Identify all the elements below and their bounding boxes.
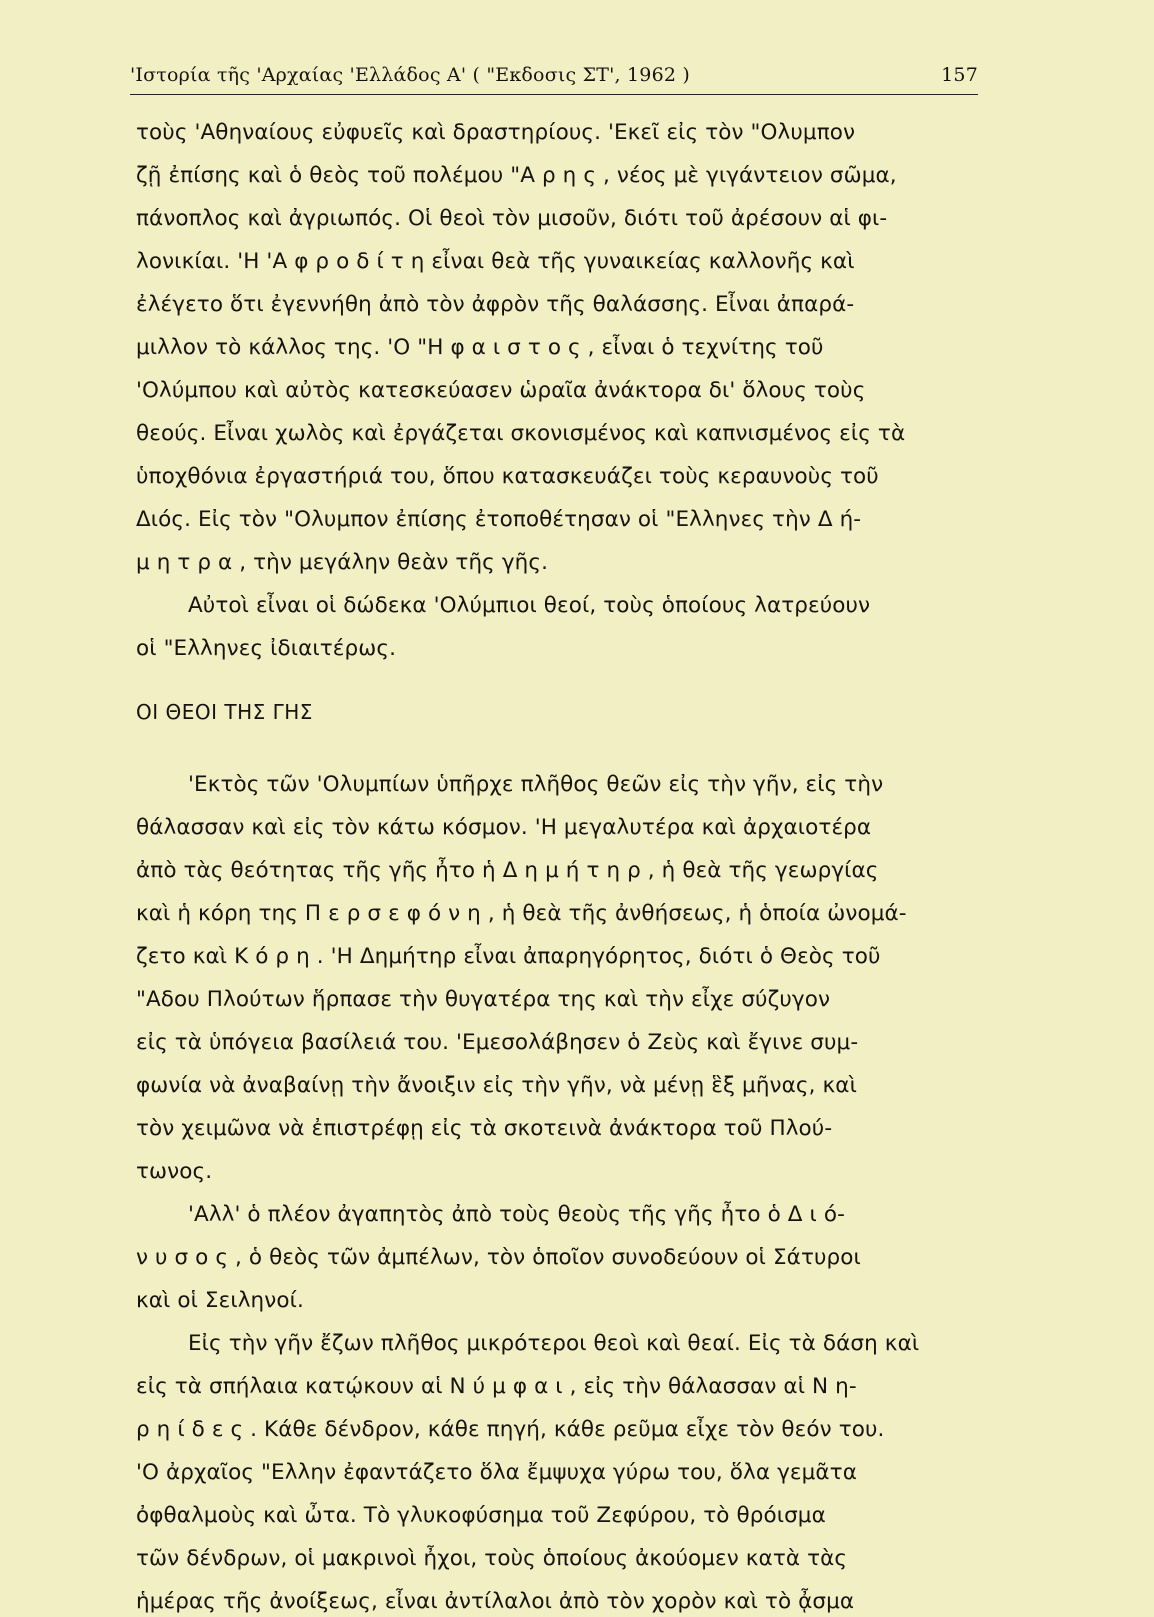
section-heading: ΟΙ ΘΕΟΙ ΤΗΣ ΓΗΣ <box>136 700 313 724</box>
text-line: ν υ σ ο ς , ὁ θεὸς τῶν ἀμπέλων, τὸν ὁποῖον συνοδεύουν οἱ Σάτυροι <box>136 1245 861 1270</box>
text-line: εἰς τὰ ὑπόγεια βασίλειά του. 'Εμεσολάβησεν ὁ Ζεὺς καὶ ἔγινε συμ- <box>136 1030 859 1055</box>
text-line: φωνία νὰ ἀναβαίνῃ τὴν ἄνοιξιν εἰς τὴν γῆν, νὰ μένῃ ἓξ μῆνας, καὶ <box>136 1073 857 1098</box>
text-line: οἱ "Ελληνες ἰδιαιτέρως. <box>136 636 397 661</box>
text-line: ὀφθαλμοὺς καὶ ὦτα. Τὸ γλυκοφύσημα τοῦ Ζεφύρου, τὸ θρόισμα <box>136 1503 826 1528</box>
text-line: μ η τ ρ α , τὴν μεγάλην θεὰν τῆς γῆς. <box>136 550 549 575</box>
text-line: καὶ οἱ Σειληνοί. <box>136 1288 304 1313</box>
running-title: 'Ιστορία τῆς 'Αρχαίας 'Ελλάδος Α' ( "Εκδοσις ΣΤ', 1962 ) <box>130 64 691 86</box>
text-line: τὸν χειμῶνα νὰ ἐπιστρέφῃ εἰς τὰ σκοτεινὰ ἀνάκτορα τοῦ Πλού- <box>136 1116 833 1141</box>
text-line: Αὐτοὶ εἶναι οἱ δώδεκα 'Ολύμπιοι θεοί, τοὺς ὁποίους λατρεύουν <box>188 593 871 618</box>
text-line: Διός. Εἰς τὸν "Ολυμπον ἐπίσης ἐτοποθέτησαν οἱ "Ελληνες τὴν Δ ή- <box>136 507 862 532</box>
text-line: Εἰς τὴν γῆν ἔζων πλῆθος μικρότεροι θεοὶ καὶ θεαί. Εἰς τὰ δάση καὶ <box>188 1331 920 1356</box>
text-line: λονικίαι. 'Η 'Α φ ρ ο δ ί τ η εἶναι θεὰ τῆς γυναικείας καλλονῆς καὶ <box>136 249 855 274</box>
text-line: "Αδου Πλούτων ἥρπασε τὴν θυγατέρα της καὶ τὴν εἶχε σύζυγον <box>136 987 831 1012</box>
text-line: τοὺς 'Αθηναίους εὐφυεῖς καὶ δραστηρίους. 'Εκεῖ εἰς τὸν "Ολυμπον <box>136 120 856 145</box>
header-rule <box>130 94 978 95</box>
text-line: ἡμέρας τῆς ἀνοίξεως, εἶναι ἀντίλαλοι ἀπὸ τὸν χορὸν καὶ τὸ ᾆσμα <box>136 1589 855 1614</box>
text-line: καὶ ἡ κόρη της Π ε ρ σ ε φ ό ν η , ἡ θεὰ τῆς ἀνθήσεως, ἡ ὁποία ὠνομά- <box>136 901 907 926</box>
text-line: εἰς τὰ σπήλαια κατῴκουν αἱ Ν ύ μ φ α ι , εἰς τὴν θάλασσαν αἱ Ν η- <box>136 1374 857 1399</box>
text-line: ἀπὸ τὰς θεότητας τῆς γῆς ἦτο ἡ Δ η μ ή τ η ρ , ἡ θεὰ τῆς γεωργίας <box>136 858 879 883</box>
text-line: ἐλέγετο ὅτι ἐγεννήθη ἀπὸ τὸν ἀφρὸν τῆς θαλάσσης. Εἶναι ἀπαρά- <box>136 292 855 317</box>
text-line: θεούς. Εἶναι χωλὸς καὶ ἐργάζεται σκονισμένος καὶ καπνισμένος εἰς τὰ <box>136 421 906 446</box>
text-line: ὑποχθόνια ἐργαστήριά του, ὅπου κατασκευάζει τοὺς κεραυνοὺς τοῦ <box>136 464 879 489</box>
text-line: μιλλον τὸ κάλλος της. 'Ο "Η φ α ι σ τ ο ς , εἶναι ὁ τεχνίτης τοῦ <box>136 335 824 360</box>
text-line: 'Ολύμπου καὶ αὐτὸς κατεσκεύασεν ὡραῖα ἀνάκτορα δι' ὅλους τοὺς <box>136 378 866 403</box>
text-line: τῶν δένδρων, οἱ μακρινοὶ ἦχοι, τοὺς ὁποίους ἀκούομεν κατὰ τὰς <box>136 1546 848 1571</box>
text-line: θάλασσαν καὶ εἰς τὸν κάτω κόσμον. 'Η μεγαλυτέρα καὶ ἀρχαιοτέρα <box>136 815 872 840</box>
page-number: 157 <box>941 64 978 86</box>
text-line: 'Αλλ' ὁ πλέον ἀγαπητὸς ἀπὸ τοὺς θεοὺς τῆς γῆς ἦτο ὁ Δ ι ό- <box>188 1202 845 1227</box>
text-line: 'Ο ἀρχαῖος "Ελλην ἐφαντάζετο ὅλα ἔμψυχα γύρω του, ὅλα γεμᾶτα <box>136 1460 857 1485</box>
text-line: 'Εκτὸς τῶν 'Ολυμπίων ὑπῆρχε πλῆθος θεῶν εἰς τὴν γῆν, εἰς τὴν <box>188 772 884 797</box>
text-line: πάνοπλος καὶ ἀγριωπός. Οἱ θεοὶ τὸν μισοῦν, διότι τοῦ ἀρέσουν αἱ φι- <box>136 206 888 231</box>
text-line: τωνος. <box>136 1159 213 1184</box>
text-line: ρ η ί δ ε ς . Κάθε δένδρον, κάθε πηγή, κάθε ρεῦμα εἶχε τὸν θεόν του. <box>136 1417 885 1442</box>
text-line: ζῇ ἐπίσης καὶ ὁ θεὸς τοῦ πολέμου "Α ρ η ς , νέος μὲ γιγάντειον σῶμα, <box>136 163 897 188</box>
page-header <box>130 58 978 98</box>
text-line: ζετο καὶ Κ ό ρ η . 'Η Δημήτηρ εἶναι ἀπαρηγόρητος, διότι ὁ Θεὸς τοῦ <box>136 944 881 969</box>
